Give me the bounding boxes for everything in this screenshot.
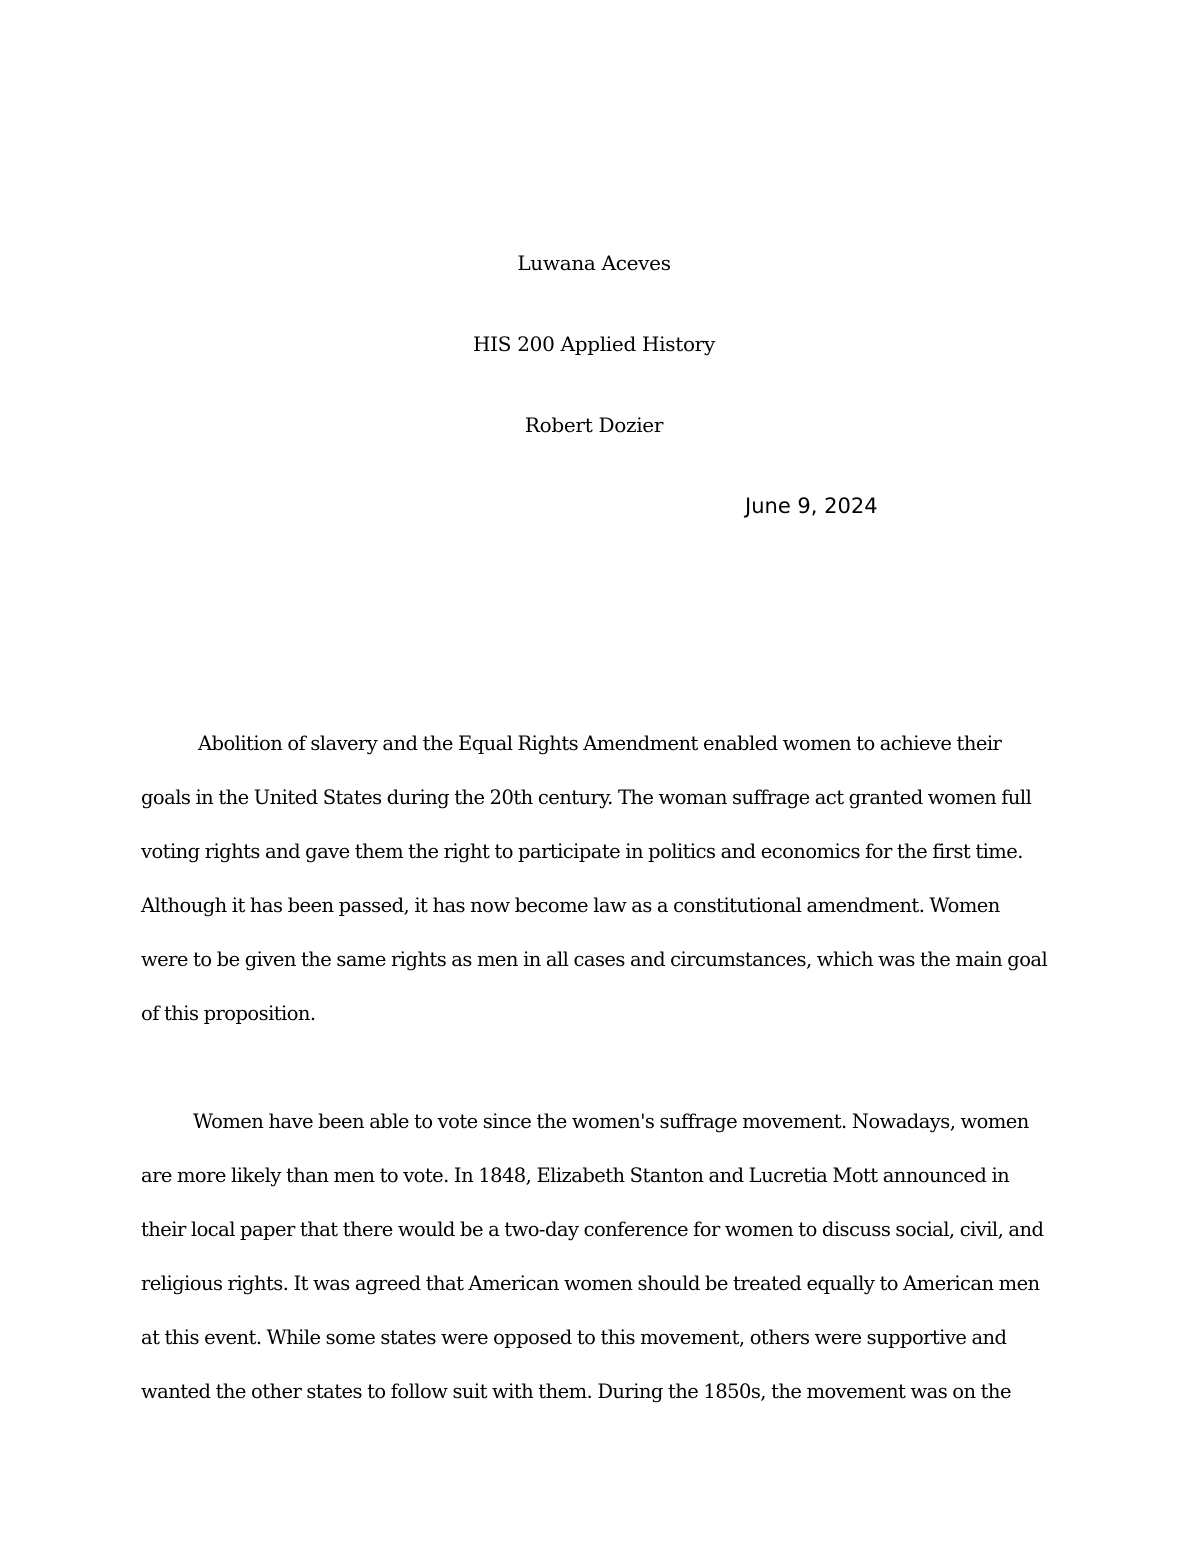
paragraph-line: at this event. While some states were opposed to this movement, others were supportive and	[141, 1326, 1007, 1349]
course-title: HIS 200 Applied History	[473, 332, 715, 356]
paragraph-line: religious rights. It was agreed that American women should be treated equally to American men	[141, 1272, 1040, 1295]
paragraph-line: are more likely than men to vote. In 1848, Elizabeth Stanton and Lucretia Mott announced in	[141, 1164, 1010, 1187]
paragraph-line: were to be given the same rights as men in all cases and circumstances, which was the main goal	[141, 948, 1048, 971]
paragraph-line: wanted the other states to follow suit with them. During the 1850s, the movement was on the	[141, 1380, 1011, 1403]
instructor-name: Robert Dozier	[524, 413, 664, 437]
document-date: June 9, 2024	[745, 494, 878, 518]
paragraph-line: Abolition of slavery and the Equal Rights Amendment enabled women to achieve their	[198, 732, 1002, 755]
paragraph-line: their local paper that there would be a two-day conference for women to discuss social, civil, and	[141, 1218, 1044, 1241]
paragraph-line: goals in the United States during the 20th century. The woman suffrage act granted women full	[141, 786, 1032, 809]
author-name: Luwana Aceves	[517, 251, 671, 275]
paragraph-line: of this proposition.	[141, 1002, 316, 1025]
paragraph-line: Women have been able to vote since the women's suffrage movement. Nowadays, women	[193, 1110, 1029, 1133]
paragraph-line: Although it has been passed, it has now become law as a constitutional amendment. Women	[141, 894, 1000, 917]
paragraph-line: voting rights and gave them the right to participate in politics and economics for the first time.	[141, 840, 1023, 863]
